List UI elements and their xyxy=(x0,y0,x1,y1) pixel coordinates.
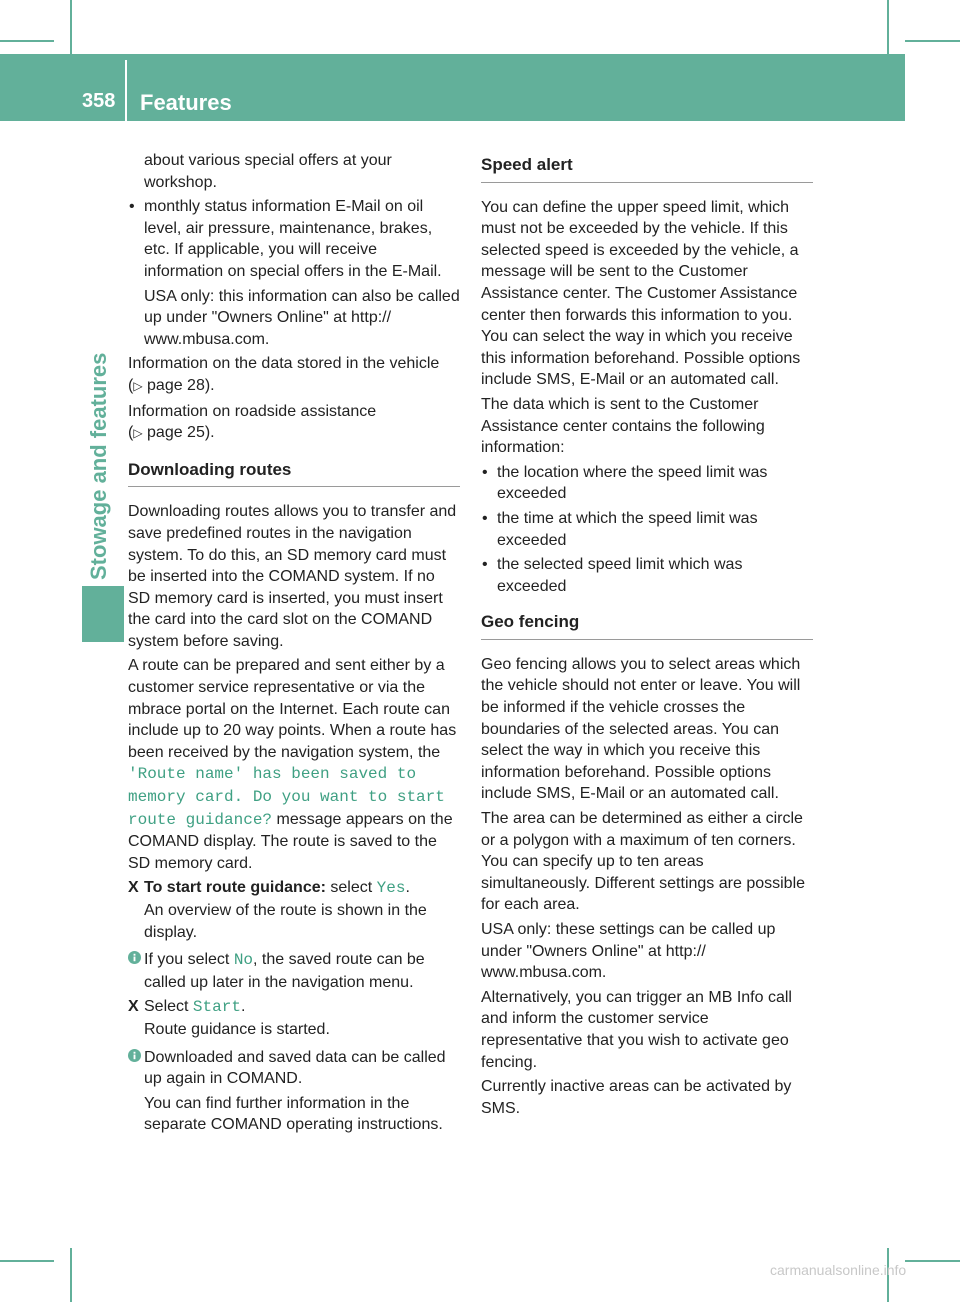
paragraph: USA only: this information can also be called up under "Owners Online" at http:// www.mbusa.com. xyxy=(144,287,460,348)
info-icon xyxy=(128,951,141,964)
crop-mark xyxy=(905,1260,960,1262)
paragraph: A route can be prepared and sent either by a customer service representative or via the mbrace portal on the Internet. Each route can include up to 20 way points. When a route has been received by the navigation system, the 'Route name' has been saved to memory card. Do you want to start route guidance? message appears on the COMAND display. The route is saved to the SD memory card. xyxy=(128,657,457,872)
watermark: carmanualsonline.info xyxy=(770,1262,907,1278)
list-item: • monthly status information E-Mail on oil level, air pressure, maintenance, brakes, etc. If applicable, you will receive information on special offers in the E-Mail. xyxy=(128,196,460,282)
header-separator xyxy=(125,60,127,121)
right-column xyxy=(481,150,813,1122)
display-option: Start xyxy=(192,998,241,1017)
crop-mark xyxy=(0,1260,54,1262)
header-band xyxy=(0,54,905,121)
section-heading: Downloading routes xyxy=(128,459,460,488)
paragraph: You can find further information in the separate COMAND operating instructions. xyxy=(144,1094,443,1134)
side-tab-block xyxy=(82,586,124,642)
page-ref-arrow-icon: ▷ xyxy=(133,426,143,441)
crop-mark xyxy=(70,0,72,54)
page-reference: page 25). xyxy=(147,424,215,442)
paragraph: Information on roadside assistance (▷ page 25). xyxy=(128,402,377,442)
section-heading: Geo fencing xyxy=(481,611,813,640)
side-tab-label: Stowage and features xyxy=(86,352,111,580)
page-reference: page 28). xyxy=(147,376,215,394)
step-arrow-icon: X xyxy=(128,879,139,897)
paragraph: Information on the data stored in the vehicle (▷ page 28). xyxy=(128,355,440,394)
display-option: Yes xyxy=(376,879,406,898)
list-item: • the time at which the speed limit was exceeded xyxy=(481,508,813,551)
crop-mark xyxy=(905,40,960,42)
display-message: 'Route name' has been saved to memory card. Do you want to start route guidance? xyxy=(128,765,445,829)
crop-mark xyxy=(887,0,889,54)
info-note: Downloaded and saved data can be called up again in COMAND. xyxy=(128,1047,460,1090)
paragraph: Alternatively, you can trigger an MB Info call and inform the customer service representative that you wish to activate geo fencing. xyxy=(481,988,792,1071)
paragraph: Geo fencing allows you to select areas which the vehicle should not enter or leave. You will be informed if the vehicle crosses the boundaries of the selected areas. You can select the way in which you receive this information beforehand. Possible options include SMS, E-Mail or an automated call. xyxy=(481,655,801,803)
info-icon xyxy=(128,1049,141,1062)
display-option: No xyxy=(233,951,254,970)
paragraph: Currently inactive areas can be activated by SMS. xyxy=(481,1078,792,1117)
instruction-step: X Select Start. Route guidance is started. xyxy=(128,998,330,1038)
crop-mark xyxy=(0,40,54,42)
paragraph: The area can be determined as either a circle or a polygon with a maximum of ten corners. You can specify up to ten areas simultaneously. Different settings are possible for each area. xyxy=(481,810,806,914)
list-item: • the location where the speed limit was exceeded xyxy=(481,462,813,505)
left-column xyxy=(128,150,460,1139)
crop-mark xyxy=(70,1248,72,1302)
step-arrow-icon: X xyxy=(128,998,139,1016)
page-ref-arrow-icon: ▷ xyxy=(133,378,143,393)
list-item: • the selected speed limit which was exceeded xyxy=(481,554,813,597)
page-title: Features xyxy=(140,90,232,115)
paragraph: Downloading routes allows you to transfer and save predefined routes in the navigation system. To do this, an SD memory card must be inserted into the COMAND system. If no SD memory card is inserted, you must insert the card into the card slot on the COMAND system before saving. xyxy=(128,503,457,650)
info-note: If you select No, the saved route can be called up later in the navigation menu. xyxy=(128,949,460,993)
paragraph: The data which is sent to the Customer Assistance center contains the following information: xyxy=(481,395,765,457)
section-heading: Speed alert xyxy=(481,154,813,183)
side-tab xyxy=(82,280,124,580)
page-number: 358 xyxy=(82,90,116,112)
paragraph: USA only: these settings can be called up under "Owners Online" at http:// www.mbusa.com. xyxy=(481,921,776,982)
paragraph: about various special offers at your workshop. xyxy=(144,152,392,191)
paragraph: You can define the upper speed limit, which must not be exceeded by the vehicle. If this selected speed is exceeded by the vehicle, a message will be sent to the Customer Assistance center. The Customer Assistance center then forwards this information to you. You can select the way in which you receive this information beforehand. Possible options include SMS, E-Mail or an automated call. xyxy=(481,198,801,389)
instruction-step: X To start route guidance: select Yes. An overview of the route is shown in the display. xyxy=(128,879,427,941)
